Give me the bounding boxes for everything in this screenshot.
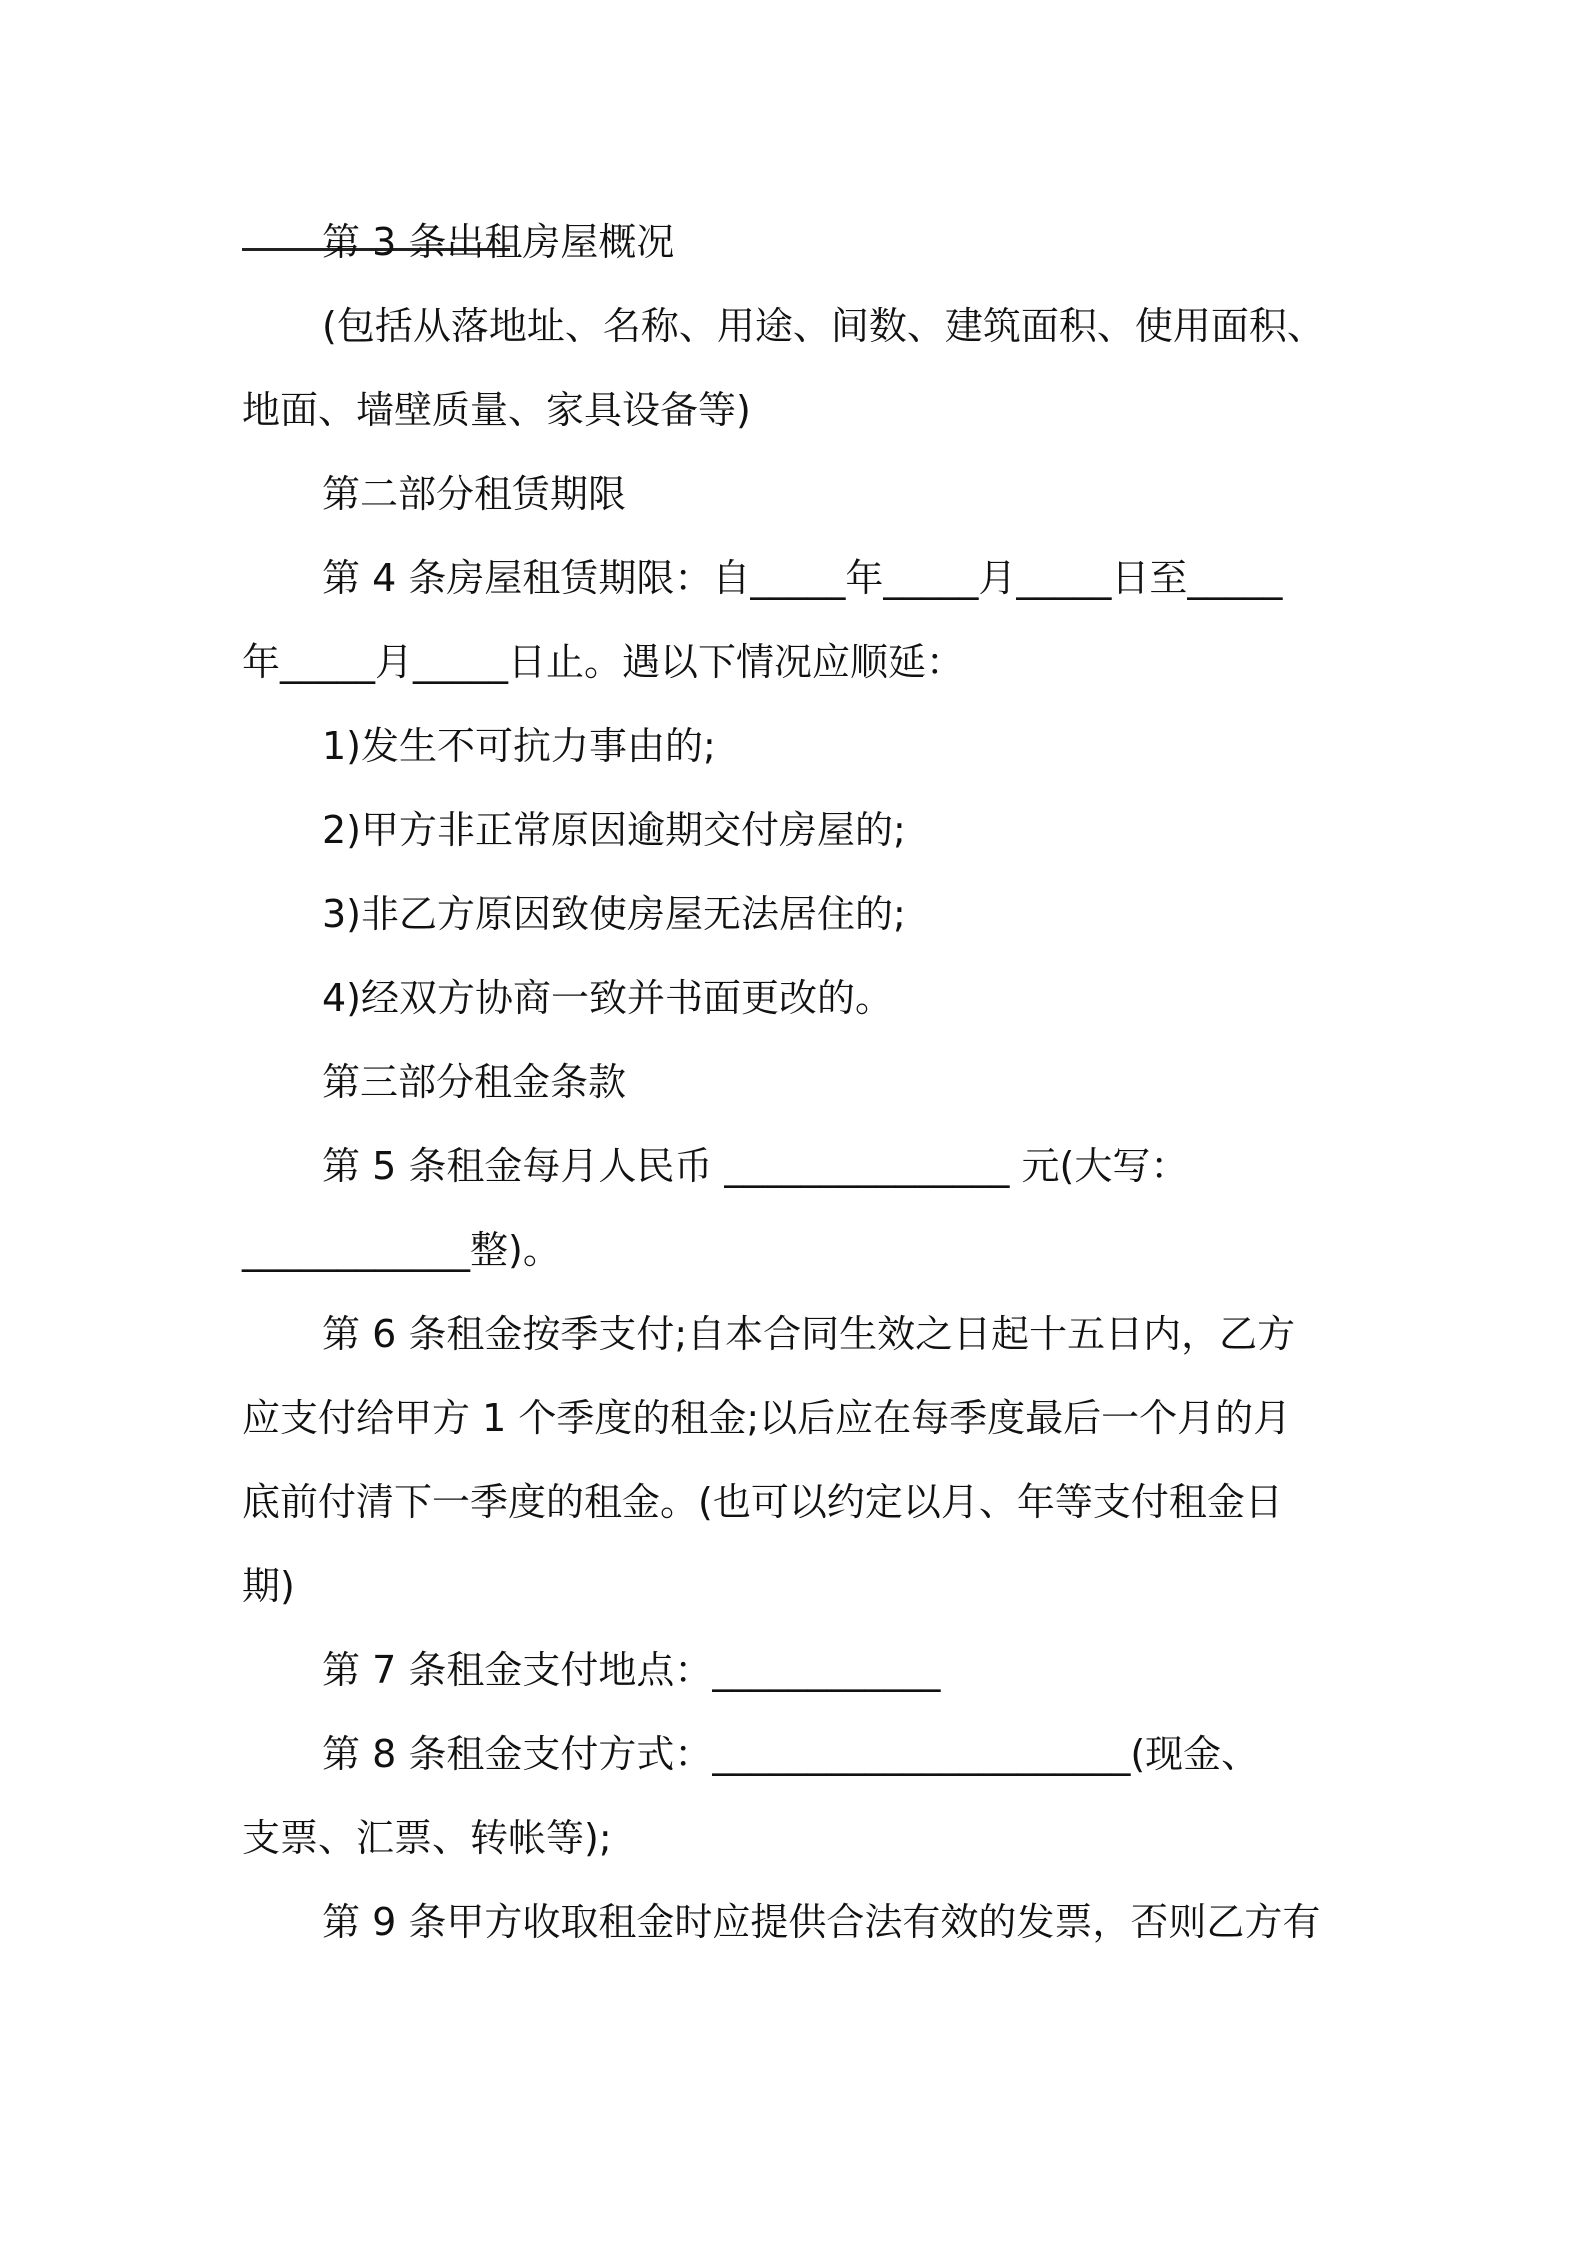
clause-8-line-1: 第 8 条租金支付方式：______________________(现金、 xyxy=(322,1732,1260,1776)
clause-3-detail-line-1: (包括从落地址、名称、用途、间数、建筑面积、使用面积、 xyxy=(322,304,1325,348)
clause-4-line-2: 年_____月_____日止。遇以下情况应顺延： xyxy=(242,640,965,684)
clause-6-line-4: 期) xyxy=(242,1564,295,1608)
clause-4-item-1: 1)发生不可抗力事由的; xyxy=(322,724,716,768)
document-body xyxy=(242,200,1356,1964)
clause-5-line-1: 第 5 条租金每月人民币 _______________ 元(大写： xyxy=(322,1144,1189,1188)
part-3-heading: 第三部分租金条款 xyxy=(322,1060,627,1104)
clause-7-line: 第 7 条租金支付地点：____________ xyxy=(322,1648,941,1692)
clause-5-line-2: ____________整)。 xyxy=(242,1228,561,1272)
clause-4-item-4: 4)经双方协商一致并书面更改的。 xyxy=(322,976,894,1020)
part-2-heading: 第二部分租赁期限 xyxy=(322,472,627,516)
clause-4-item-3: 3)非乙方原因致使房屋无法居住的; xyxy=(322,892,906,936)
clause-6-line-3: 底前付清下一季度的租金。(也可以约定以月、年等支付租金日 xyxy=(242,1480,1283,1524)
clause-6-line-1: 第 6 条租金按季支付;自本合同生效之日起十五日内，乙方 xyxy=(322,1312,1296,1356)
clause-4-line-1: 第 4 条房屋租赁期限：自_____年_____月_____日至_____ xyxy=(322,556,1283,600)
clause-9-line-1: 第 9 条甲方收取租金时应提供合法有效的发票，否则乙方有 xyxy=(322,1900,1321,1944)
clause-3-detail-line-2: 地面、墙壁质量、家具设备等) xyxy=(242,388,751,432)
clause-8-line-2: 支票、汇票、转帐等); xyxy=(242,1816,612,1860)
clause-4-item-2: 2)甲方非正常原因逾期交付房屋的; xyxy=(322,808,906,852)
clause-6-line-2: 应支付给甲方 1 个季度的租金;以后应在每季度最后一个月的月 xyxy=(242,1396,1292,1440)
clause-3-title: 第 3 条出租房屋概况 xyxy=(322,220,675,264)
